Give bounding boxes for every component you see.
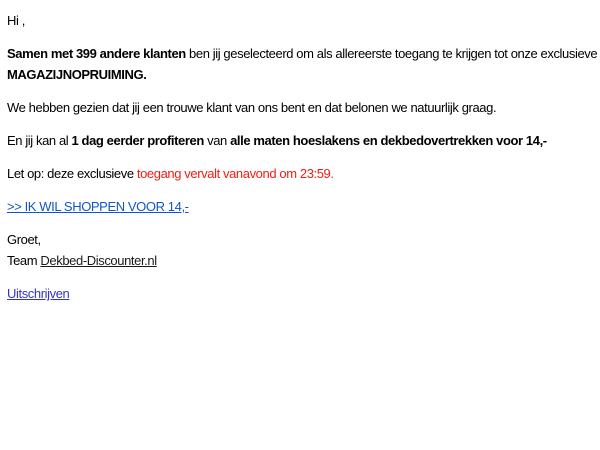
offer-paragraph <box>7 130 600 151</box>
offer-bold-early: 1 dag eerder profiteren <box>71 133 204 148</box>
offer-bold-products: alle maten hoeslakens en dekbedovertrekken voor 14,- <box>230 133 547 148</box>
site-link[interactable]: Dekbed-Discounter.nl <box>40 253 157 268</box>
loyalty-text: We hebben gezien dat jij een trouwe klant van ons bent en dat belonen we natuurlijk graag. <box>7 100 497 115</box>
greeting-text <box>7 10 600 31</box>
offer-normal-2: van <box>203 133 231 148</box>
intro-bold-selected: Samen met 399 andere klanten <box>7 46 186 61</box>
warning-normal-text: Let op: deze exclusieve <box>7 166 137 181</box>
intro-paragraph <box>7 43 600 85</box>
offer-normal-1: En jij kan al <box>7 133 72 148</box>
signoff-greeting: Groet, <box>7 232 41 247</box>
warning-paragraph <box>7 163 600 184</box>
signoff-team-prefix: Team <box>7 253 41 268</box>
greeting-label: Hi , <box>7 13 25 28</box>
loyalty-paragraph <box>7 97 600 118</box>
intro-bold-clearance: MAGAZIJNOPRUIMING. <box>7 67 147 82</box>
signoff-paragraph <box>7 229 600 271</box>
intro-line1 <box>7 46 597 61</box>
deadline-text: toegang vervalt vanavond om 23:59. <box>136 166 334 181</box>
unsubscribe-paragraph <box>7 283 600 304</box>
unsubscribe-link[interactable]: Uitschrijven <box>7 286 70 301</box>
shop-cta-link[interactable]: >> IK WIL SHOPPEN VOOR 14,- <box>7 199 189 214</box>
cta-paragraph <box>7 196 600 217</box>
intro-normal-text: ben jij geselecteerd om als allereerste toegang te krijgen tot onze exclusieve <box>185 46 598 61</box>
